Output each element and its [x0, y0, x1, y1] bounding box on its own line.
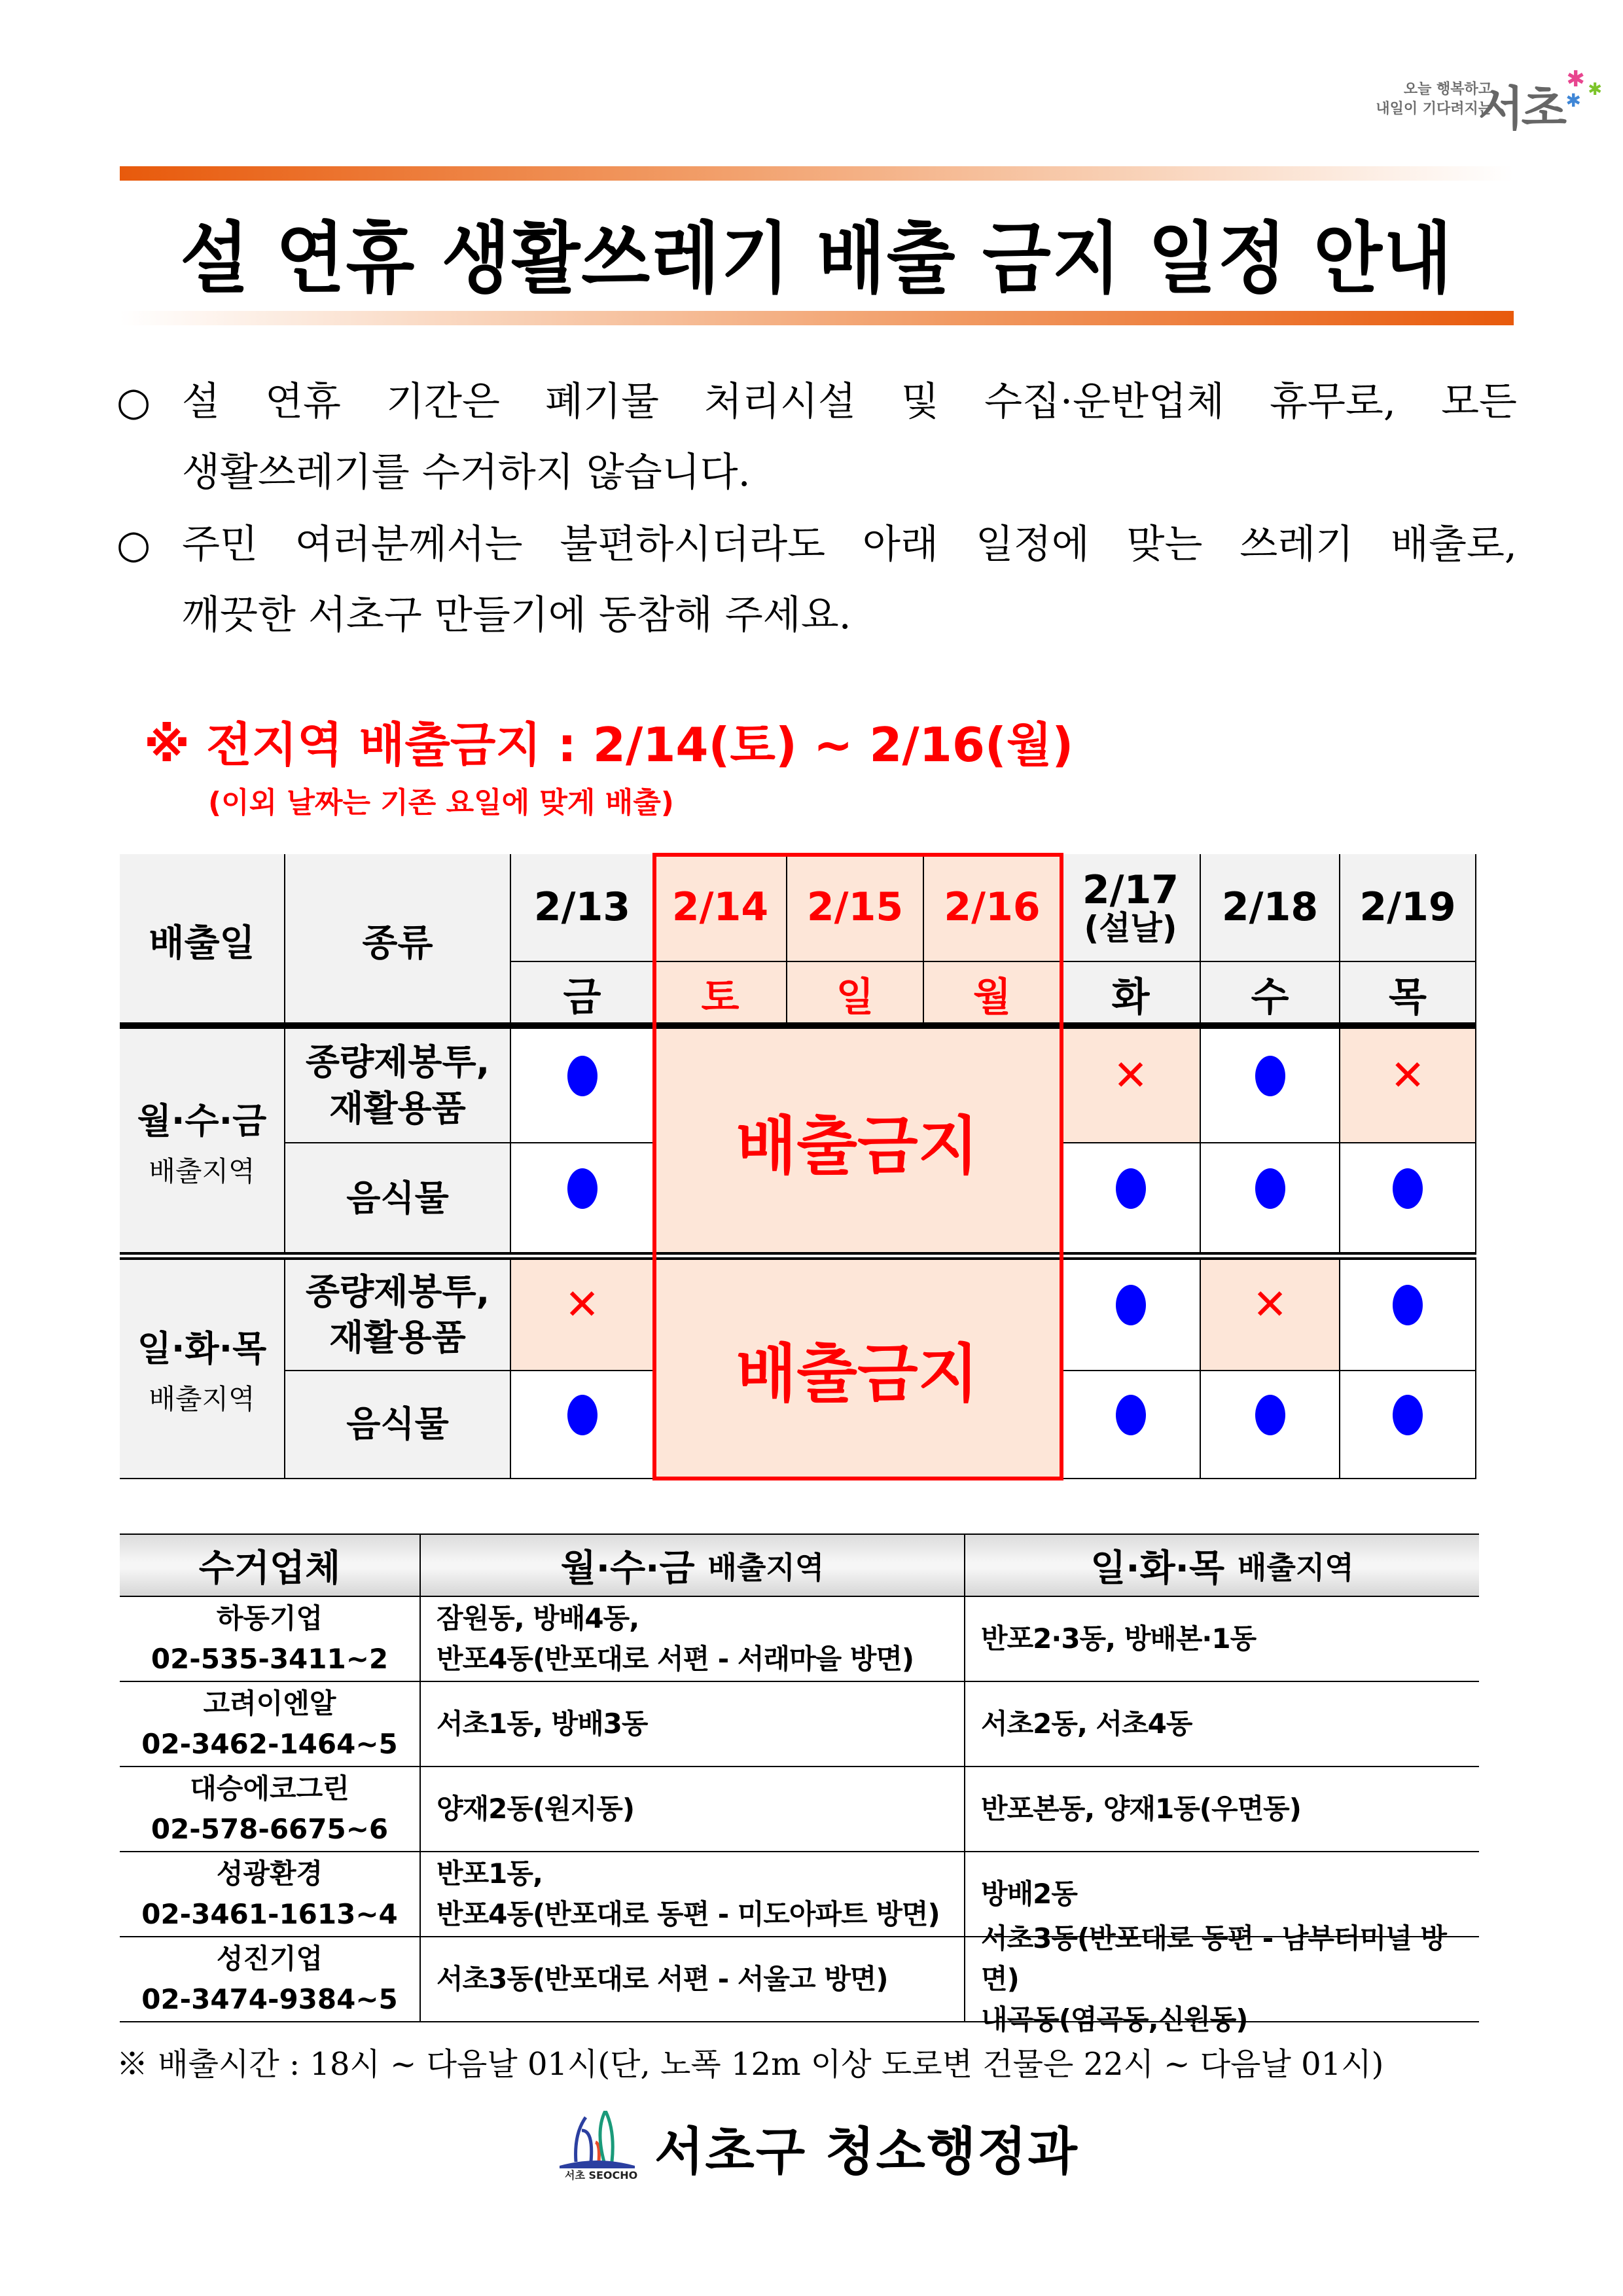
type-food: 음식물	[285, 1371, 511, 1479]
mark-g1-r2-2-17	[1061, 1143, 1201, 1255]
disposal-time-note: ※ 배출시간 : 18시 ~ 다음날 01시(단, 노폭 12m 이상 도로변 건물은 22시 ~ 다음날 01시)	[116, 2046, 1384, 2083]
mark-g2-r1-2-18	[1201, 1260, 1340, 1371]
brand-wordmark: 서초	[1478, 81, 1564, 136]
vendor-row: 하동기업 02-535-3411~2 잠원동, 방배4동, 반포4동(반포대로 서편 - 서래마을 방면) 반포2·3동, 방배본·1동	[120, 1597, 1479, 1682]
vendor-header-mwf: 월·수·금 배출지역	[421, 1534, 965, 1597]
mark-g2-r1-2-13	[511, 1260, 654, 1371]
date-header-2-17: 2/17 (설날)	[1061, 854, 1201, 962]
mark-g1-r1-2-13	[511, 1029, 654, 1143]
weekday-fri: 금	[511, 962, 654, 1028]
dot-allowed-icon	[1116, 1395, 1146, 1435]
date-header-2-16: 2/16	[924, 854, 1061, 962]
date-header-2-15: 2/15	[787, 854, 924, 962]
mark-g2-r2-2-13	[511, 1371, 654, 1479]
seocho-brand-logo	[1315, 66, 1602, 137]
mark-g1-r2-2-19	[1340, 1143, 1476, 1255]
mark-g1-r2-2-18	[1201, 1143, 1340, 1255]
title-bar-top	[120, 166, 1514, 181]
vendor-header-company: 수거업체	[120, 1534, 421, 1597]
x-banned-icon: ✕	[1390, 1051, 1425, 1100]
mark-g2-r2-2-18	[1201, 1371, 1340, 1479]
schedule-table	[120, 854, 1476, 1479]
page-title: 설 연휴 생활쓰레기 배출 금지 일정 안내	[180, 213, 1454, 304]
mark-g1-r2-2-13	[511, 1143, 654, 1255]
mark-g2-r2-2-19	[1340, 1371, 1476, 1479]
dot-allowed-icon	[1116, 1285, 1146, 1325]
date-header-2-13: 2/13	[511, 854, 654, 962]
dot-allowed-icon	[1116, 1168, 1146, 1209]
mark-g2-r2-2-17	[1061, 1371, 1201, 1479]
group-sun-tue-thu: 일·화·목 배출지역	[120, 1260, 285, 1479]
header-disposal-day: 배출일	[120, 854, 285, 1028]
date-header-2-19: 2/19	[1340, 854, 1476, 962]
title-bar-bottom	[120, 311, 1514, 325]
weekday-thu: 목	[1340, 962, 1476, 1028]
x-banned-icon: ✕	[1252, 1281, 1288, 1329]
weekday-sun: 일	[787, 962, 924, 1028]
dot-allowed-icon	[567, 1056, 597, 1096]
dot-allowed-icon	[1255, 1395, 1285, 1435]
vendor-row: 성진기업 02-3474-9384~5 서초3동(반포대로 서편 - 서울고 방면) 서초3동(반포대로 동편 - 남부터미널 방면) 내곡동(염곡동,신원동)	[120, 1937, 1479, 2022]
pink-star-icon: ✱	[1566, 66, 1585, 92]
ban-notice: ※ 전지역 배출금지 : 2/14(토) ~ 2/16(월)	[144, 717, 1074, 772]
department-name: 서초구 청소행정과	[654, 2123, 1079, 2181]
dot-allowed-icon	[1255, 1056, 1285, 1096]
x-banned-icon: ✕	[1113, 1051, 1149, 1100]
type-bag-recycle: 종량제봉투, 재활용품	[285, 1260, 511, 1371]
seocho-emblem-logo: 서초 SEOCHO	[560, 2111, 635, 2183]
circle-bullet-icon: ○	[116, 522, 151, 567]
dot-allowed-icon	[567, 1168, 597, 1209]
weekday-wed: 수	[1201, 962, 1340, 1028]
mark-g1-r1-2-17	[1061, 1029, 1201, 1143]
green-star-icon: ✱	[1588, 80, 1602, 99]
ban-block-group1: 배출금지	[654, 1029, 1061, 1255]
dot-allowed-icon	[1255, 1168, 1285, 1209]
type-food: 음식물	[285, 1143, 511, 1255]
dot-allowed-icon	[1393, 1168, 1423, 1209]
ban-notice-sub: (이외 날짜는 기존 요일에 맞게 배출)	[208, 786, 674, 819]
header-thick-divider	[120, 1022, 1476, 1029]
vendor-row: 성광환경 02-3461-1613~4 반포1동, 반포4동(반포대로 동편 - 미도아파트 방면) 방배2동	[120, 1852, 1479, 1937]
type-bag-recycle: 종량제봉투, 재활용품	[285, 1029, 511, 1143]
circle-bullet-icon: ○	[116, 379, 151, 425]
date-header-2-18: 2/18	[1201, 854, 1340, 962]
mark-g2-r1-2-17	[1061, 1260, 1201, 1371]
blue-star-icon: ✱	[1565, 90, 1581, 111]
weekday-mon: 월	[924, 962, 1061, 1028]
dot-allowed-icon	[1393, 1285, 1423, 1325]
vendor-header-sth: 일·화·목 배출지역	[965, 1534, 1479, 1597]
header-waste-type: 종류	[285, 854, 511, 1028]
mark-g2-r1-2-19	[1340, 1260, 1476, 1371]
group-double-divider	[120, 1252, 1476, 1260]
dot-allowed-icon	[567, 1395, 597, 1435]
intro-paragraph-2: ○ 주민 여러분께서는 불편하시더라도 아래 일정에 맞는 쓰레기 배출로, 깨끗한 서초구 만들기에 동참해 주세요.	[116, 509, 1517, 651]
weekday-tue: 화	[1061, 962, 1201, 1028]
x-banned-icon: ✕	[564, 1281, 600, 1329]
vendor-row: 대승에코그린 02-578-6675~6 양재2동(원지동) 반포본동, 양재1동(우면동)	[120, 1767, 1479, 1852]
mark-g1-r1-2-19	[1340, 1029, 1476, 1143]
date-header-2-14: 2/14	[654, 854, 787, 962]
brand-slogan: 오늘 행복하고 내일이 기다려지는	[1376, 81, 1492, 117]
vendor-row: 고려이엔알 02-3462-1464~5 서초1동, 방배3동 서초2동, 서초4동	[120, 1682, 1479, 1767]
dot-allowed-icon	[1393, 1395, 1423, 1435]
group-mon-wed-fri: 월·수·금 배출지역	[120, 1029, 285, 1255]
seocho-emblem-icon	[560, 2111, 635, 2170]
intro-paragraph-1: ○ 설 연휴 기간은 폐기물 처리시설 및 수집·운반업체 휴무로, 모든 생활쓰레기를 수거하지 않습니다.	[116, 367, 1517, 508]
mark-g1-r1-2-18	[1201, 1029, 1340, 1143]
ban-block-group2: 배출금지	[654, 1260, 1061, 1479]
weekday-sat: 토	[654, 962, 787, 1028]
